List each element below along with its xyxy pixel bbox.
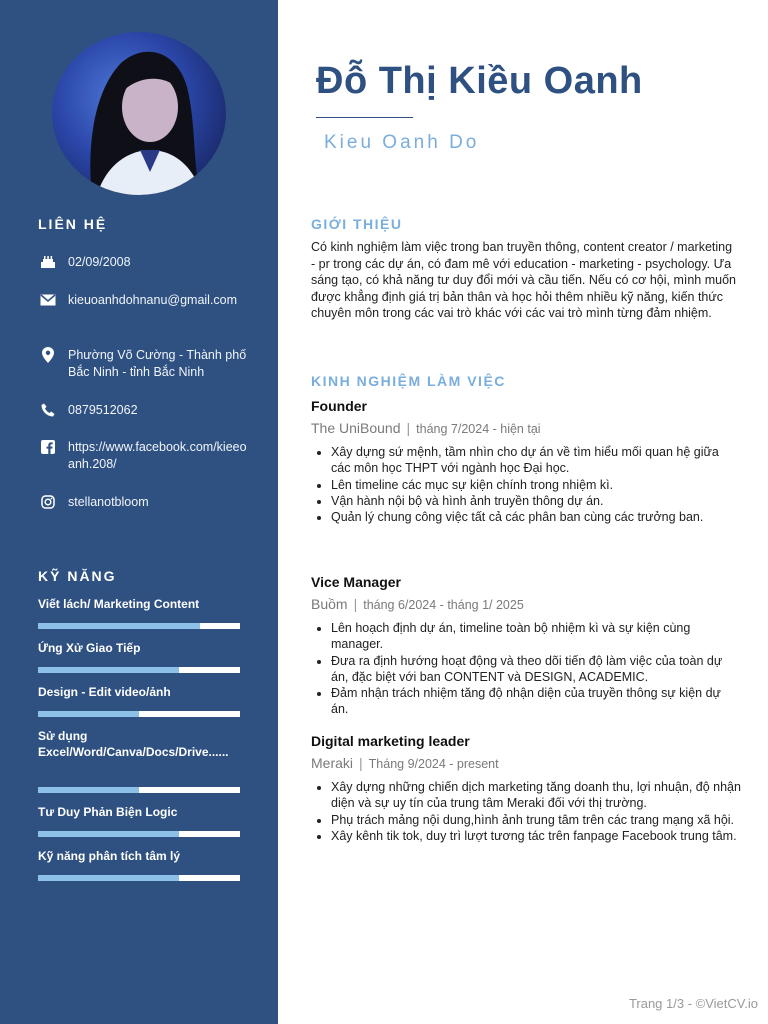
skill-name: Viết lách/ Marketing Content — [38, 597, 200, 611]
phone-icon — [38, 402, 58, 418]
contact-title: LIÊN HỆ — [38, 216, 108, 232]
profile-photo — [52, 32, 226, 195]
skill-item — [38, 848, 240, 864]
job-entry — [311, 574, 741, 718]
skill-bar — [38, 667, 240, 673]
sidebar — [0, 0, 278, 1024]
job-date: tháng 7/2024 - hiện tại — [416, 422, 541, 436]
job-org: Meraki — [311, 755, 354, 771]
list-item: • Đảm nhận trách nhiệm tăng độ nhận diện của truyền thông sự kiện dự án. — [331, 685, 741, 718]
skill-bar-fill — [38, 667, 179, 673]
contact-phone[interactable] — [38, 402, 248, 419]
intro-text: Có kinh nghiệm làm việc trong ban truyền thông, content creator / marketing - pr trong các dự án, có đam mê với education - marketing - psychology. Ưa sáng tạo, có khả năng tư duy đổi mới và cầu tiến. Nếu có cơ hội, mình muốn được khẳng định giá trị bản thân và học hỏi thêm nhiều kỹ năng, kiến thức chuyên môn trong các vai trò khác với các vai trò mình từng đảm nhiệm. — [311, 240, 736, 320]
skill-name: Sử dụng Excel/Word/Canva/Docs/Drive...... — [38, 729, 229, 759]
instagram-text[interactable]: stellanotbloom — [68, 495, 149, 509]
birthday-text: 02/09/2008 — [68, 255, 131, 269]
contact-address — [38, 347, 248, 381]
location-pin-icon — [38, 347, 58, 363]
job-entry — [311, 733, 741, 844]
list-item: • Đưa ra định hướng hoạt động và theo dõi tiến độ làm việc của toàn dự án, đặc biệt với ban CONTENT và DESIGN, ACADEMIC. — [331, 653, 741, 686]
skill-item — [38, 728, 240, 760]
job-meta: The UniBound | tháng 7/2024 - hiện tại — [311, 420, 541, 436]
contact-email[interactable] — [38, 292, 248, 309]
job-date: Tháng 9/2024 - present — [368, 757, 499, 771]
job-org: Buồm — [311, 596, 348, 612]
skill-name: Design - Edit video/ảnh — [38, 685, 171, 699]
job-role: Vice Manager — [311, 574, 402, 590]
email-text[interactable]: kieuoanhdohnanu@gmail.com — [68, 293, 238, 307]
experience-title: KINH NGHIỆM LÀM VIỆC — [311, 373, 506, 389]
skill-bar-fill — [38, 623, 200, 629]
job-bullets — [311, 444, 741, 525]
job-bullets — [311, 779, 741, 844]
list-item: • Quản lý chung công việc tất cả các phân ban cùng các trưởng ban. — [331, 509, 741, 525]
facebook-icon — [38, 439, 58, 455]
skill-bar — [38, 623, 240, 629]
contact-instagram[interactable] — [38, 494, 248, 511]
skill-bar — [38, 875, 240, 881]
facebook-text[interactable]: https://www.facebook.com/kieeoanh.208/ — [68, 440, 247, 471]
skill-bar-fill — [38, 787, 139, 793]
list-item: • Phụ trách mảng nội dung,hình ảnh trung tâm trên các trang mạng xã hội. — [331, 812, 741, 828]
list-item: • Vận hành nội bộ và hình ảnh truyền thông dự án. — [331, 493, 741, 509]
page-footer: Trang 1/3 - ©VietCV.io — [628, 996, 758, 1011]
list-item: • Xây kênh tik tok, duy trì lượt tương tác trên fanpage Facebook trung tâm. — [331, 828, 741, 844]
skill-bar — [38, 711, 240, 717]
skill-item — [38, 804, 240, 820]
job-date: tháng 6/2024 - tháng 1/ 2025 — [363, 598, 524, 612]
skill-bar-fill — [38, 711, 139, 717]
address-text: Phường Võ Cường - Thành phố Bắc Ninh - tỉnh Bắc Ninh — [68, 348, 247, 379]
title-divider — [316, 117, 413, 118]
skill-bar-fill — [38, 831, 179, 837]
contact-facebook[interactable] — [38, 439, 248, 473]
instagram-icon — [38, 494, 58, 510]
skill-bar-fill — [38, 875, 179, 881]
job-meta: Meraki | Tháng 9/2024 - present — [311, 755, 499, 771]
list-item: • Lên timeline các mục sự kiện chính trong nhiệm kì. — [331, 477, 741, 493]
skill-bar — [38, 831, 240, 837]
skill-name: Tư Duy Phản Biện Logic — [38, 805, 178, 819]
list-item: • Lên hoạch định dự án, timeline toàn bộ nhiệm kì và sự kiện cùng manager. — [331, 620, 741, 653]
skill-name: Ứng Xử Giao Tiếp — [38, 641, 141, 655]
list-item: • Xây dựng sứ mệnh, tầm nhìn cho dự án về tìm hiểu mối quan hệ giữa các môn học THPT với ngành học Đại học. — [331, 444, 741, 477]
avatar — [52, 32, 226, 195]
subtitle-name: Kieu Oanh Do — [324, 132, 480, 153]
skill-item — [38, 596, 240, 612]
cake-icon — [38, 254, 58, 270]
list-item: • Xây dựng những chiến dịch marketing tăng doanh thu, lợi nhuận, độ nhận diện và sự uy tín của trung tâm Meraki đối với thị trường. — [331, 779, 741, 812]
phone-text[interactable]: 0879512062 — [68, 403, 138, 417]
job-bullets — [311, 620, 741, 718]
job-entry — [311, 398, 741, 525]
page-title: Đỗ Thị Kiều Oanh — [316, 60, 643, 102]
job-role: Founder — [311, 398, 367, 414]
intro-title: GIỚI THIỆU — [311, 216, 403, 232]
skills-title: KỸ NĂNG — [38, 568, 117, 584]
job-org: The UniBound — [311, 420, 401, 436]
skill-item — [38, 640, 240, 656]
skill-bar — [38, 787, 240, 793]
job-meta: Buồm | tháng 6/2024 - tháng 1/ 2025 — [311, 596, 524, 612]
contact-birthday — [38, 254, 248, 271]
skill-item — [38, 684, 240, 700]
skill-name: Kỹ năng phân tích tâm lý — [38, 849, 181, 863]
job-role: Digital marketing leader — [311, 733, 470, 749]
envelope-icon — [38, 292, 58, 308]
